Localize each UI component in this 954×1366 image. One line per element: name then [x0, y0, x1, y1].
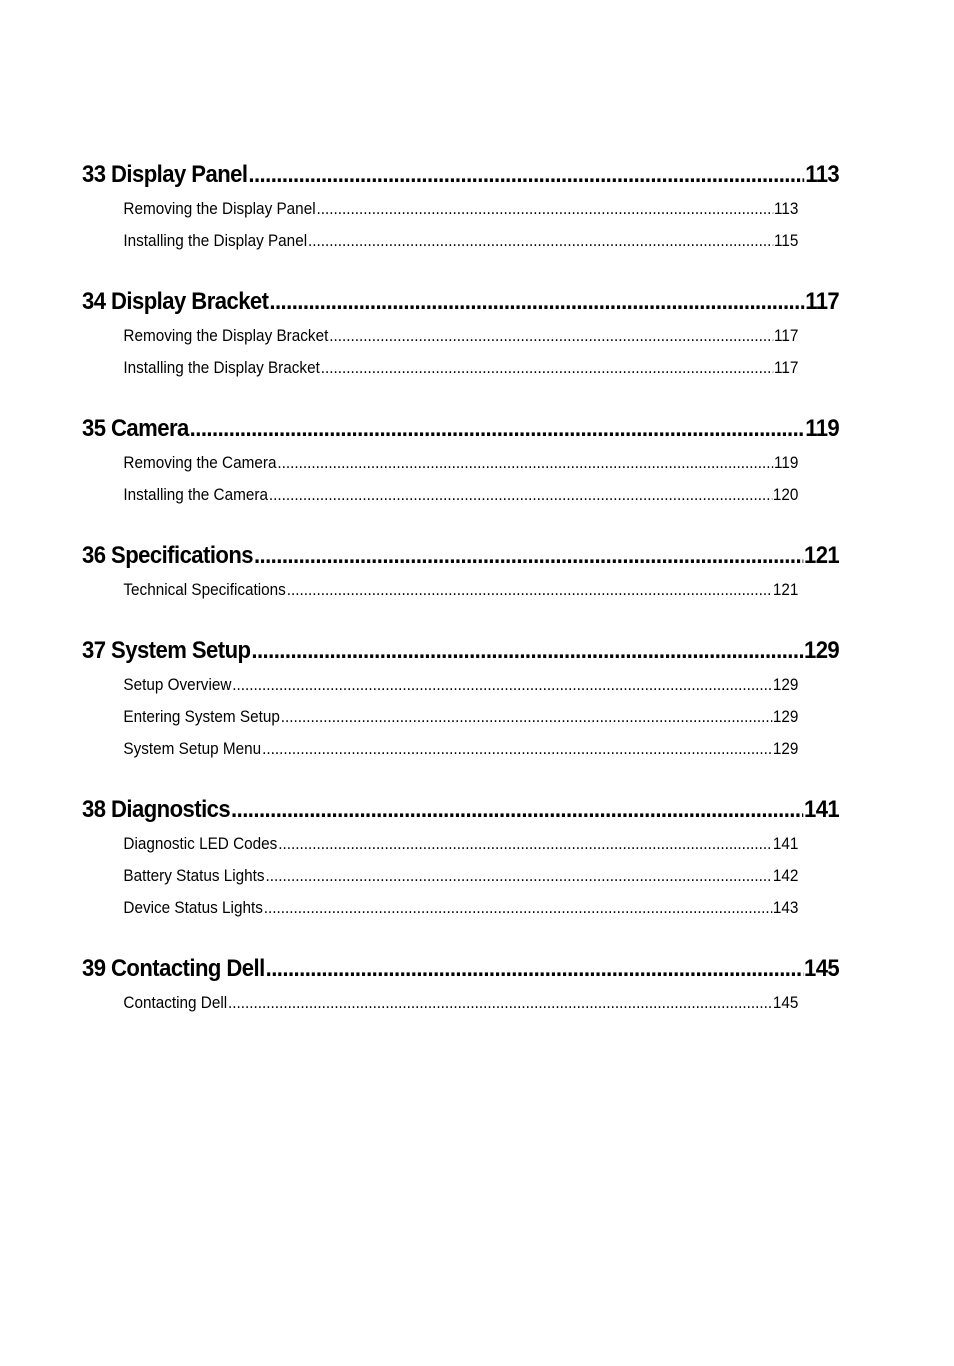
entry-title: Setup Overview: [123, 675, 232, 694]
chapter-title: 38 Diagnostics: [82, 796, 231, 823]
leader-dots: [269, 283, 804, 320]
toc-entry[interactable]: [82, 733, 798, 765]
leader-dots: [269, 479, 772, 511]
chapter-page-number: 117: [805, 288, 840, 315]
entry-title: Installing the Display Panel: [123, 231, 308, 250]
toc-chapter-heading[interactable]: [82, 791, 839, 828]
toc-entry[interactable]: [82, 701, 798, 733]
toc-entry[interactable]: [82, 352, 798, 384]
leader-dots: [321, 352, 773, 384]
table-of-contents: [82, 156, 840, 1019]
toc-chapter-heading[interactable]: [82, 632, 839, 669]
entry-title: Removing the Camera: [123, 453, 277, 472]
entry-page-number: 129: [772, 739, 799, 758]
leader-dots: [317, 193, 774, 225]
entry-page-number: 119: [774, 453, 799, 472]
chapter-title: 35 Camera: [82, 415, 189, 442]
leader-dots: [278, 828, 772, 860]
toc-entry[interactable]: [82, 193, 798, 225]
chapter-title: 33 Display Panel: [82, 161, 248, 188]
toc-chapter: [82, 791, 840, 924]
leader-dots: [287, 574, 772, 606]
entry-page-number: 117: [774, 358, 799, 377]
chapter-title: 37 System Setup: [82, 637, 251, 664]
leader-dots: [254, 537, 803, 574]
toc-chapter: [82, 156, 840, 257]
chapter-page-number: 141: [803, 796, 840, 823]
toc-chapter: [82, 410, 840, 511]
entry-page-number: 143: [772, 898, 799, 917]
entry-page-number: 141: [772, 834, 799, 853]
entry-title: System Setup Menu: [123, 739, 262, 758]
chapter-page-number: 121: [803, 542, 840, 569]
entry-title: Removing the Display Bracket: [123, 326, 329, 345]
toc-chapter-heading[interactable]: [82, 283, 839, 320]
leader-dots: [308, 225, 773, 257]
chapter-title: 39 Contacting Dell: [82, 955, 265, 982]
chapter-page-number: 119: [805, 415, 840, 442]
entry-page-number: 121: [772, 580, 799, 599]
leader-dots: [264, 892, 772, 924]
entry-page-number: 129: [772, 707, 799, 726]
leader-dots: [228, 987, 772, 1019]
leader-dots: [190, 410, 805, 447]
toc-entry[interactable]: [82, 860, 798, 892]
toc-entry[interactable]: [82, 225, 798, 257]
leader-dots: [329, 320, 773, 352]
entry-title: Removing the Display Panel: [123, 199, 316, 218]
leader-dots: [262, 733, 772, 765]
toc-chapter: [82, 283, 840, 384]
entry-title: Diagnostic LED Codes: [123, 834, 278, 853]
toc-entry[interactable]: [82, 320, 798, 352]
toc-chapter-heading[interactable]: [82, 156, 839, 193]
toc-chapter: [82, 950, 840, 1019]
leader-dots: [266, 950, 803, 987]
entry-page-number: 115: [774, 231, 799, 250]
toc-chapter: [82, 537, 840, 606]
entry-page-number: 113: [774, 199, 799, 218]
entry-page-number: 117: [774, 326, 799, 345]
chapter-title: 36 Specifications: [82, 542, 254, 569]
entry-title: Contacting Dell: [123, 993, 228, 1012]
entry-title: Device Status Lights: [123, 898, 263, 917]
leader-dots: [232, 669, 772, 701]
chapter-page-number: 145: [803, 955, 840, 982]
entry-title: Installing the Display Bracket: [123, 358, 320, 377]
toc-chapter-heading[interactable]: [82, 410, 839, 447]
toc-entry[interactable]: [82, 447, 798, 479]
chapter-page-number: 129: [803, 637, 840, 664]
toc-entry[interactable]: [82, 479, 798, 511]
toc-entry[interactable]: [82, 892, 798, 924]
toc-entry[interactable]: [82, 987, 798, 1019]
entry-page-number: 120: [772, 485, 799, 504]
toc-entry[interactable]: [82, 669, 798, 701]
entry-title: Installing the Camera: [123, 485, 268, 504]
entry-title: Technical Specifications: [123, 580, 286, 599]
toc-entry[interactable]: [82, 574, 798, 606]
entry-page-number: 129: [772, 675, 799, 694]
chapter-page-number: 113: [805, 161, 840, 188]
leader-dots: [248, 156, 804, 193]
leader-dots: [265, 860, 771, 892]
toc-chapter-heading[interactable]: [82, 537, 839, 574]
toc-entry[interactable]: [82, 828, 798, 860]
chapter-title: 34 Display Bracket: [82, 288, 269, 315]
leader-dots: [231, 791, 803, 828]
toc-chapter: [82, 632, 840, 765]
entry-title: Battery Status Lights: [123, 866, 265, 885]
entry-page-number: 142: [772, 866, 799, 885]
leader-dots: [281, 701, 772, 733]
toc-chapter-heading[interactable]: [82, 950, 839, 987]
leader-dots: [277, 447, 773, 479]
leader-dots: [251, 632, 803, 669]
entry-title: Entering System Setup: [123, 707, 280, 726]
entry-page-number: 145: [772, 993, 799, 1012]
